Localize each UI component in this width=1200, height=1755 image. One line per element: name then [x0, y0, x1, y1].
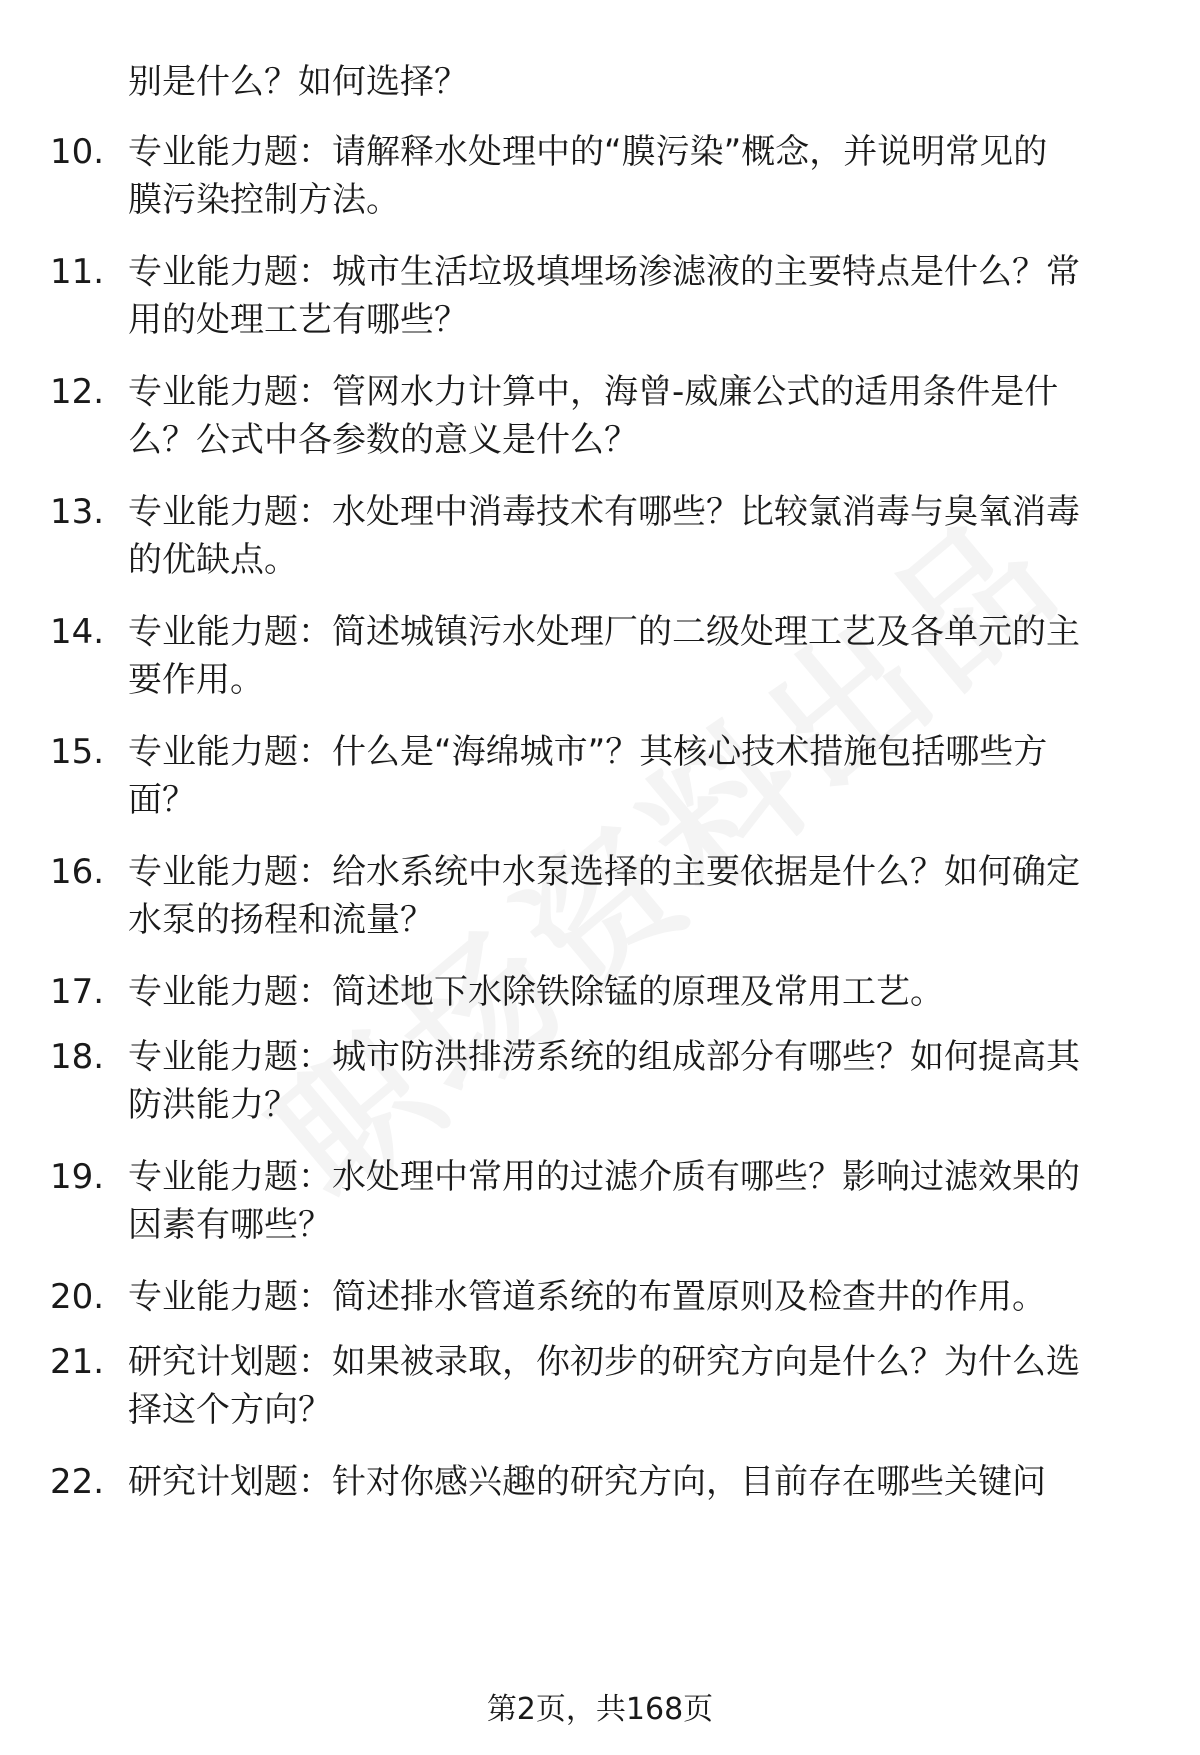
- question-number: 18.: [50, 1037, 105, 1077]
- question-line: 专业能力题：城市生活垃圾填埋场渗滤液的主要特点是什么？常: [128, 252, 1080, 292]
- question-line: 水泵的扬程和流量？: [128, 900, 434, 940]
- question-text: [128, 368, 1158, 464]
- question-text: [128, 608, 1158, 704]
- question-number: 22.: [50, 1462, 105, 1502]
- question-line: 膜污染控制方法。: [128, 180, 400, 220]
- question-line: 因素有哪些？: [128, 1205, 332, 1245]
- question-number: 20.: [50, 1277, 105, 1317]
- question-line: 研究计划题：如果被录取，你初步的研究方向是什么？为什么选: [128, 1342, 1080, 1382]
- question-line: 的优缺点。: [128, 540, 298, 580]
- question-text: [128, 488, 1158, 584]
- question-text: [128, 1153, 1158, 1249]
- question-number: 17.: [50, 972, 105, 1012]
- question-number: 10.: [50, 132, 105, 172]
- question-text: [128, 968, 1158, 1016]
- question-number: 16.: [50, 852, 105, 892]
- question-line: 么？公式中各参数的意义是什么？: [128, 420, 638, 460]
- question-text: [128, 128, 1158, 224]
- question-text: [128, 1273, 1158, 1321]
- question-line: 专业能力题：什么是“海绵城市”？其核心技术措施包括哪些方: [128, 732, 1048, 772]
- question-line: 专业能力题：简述排水管道系统的布置原则及检查井的作用。: [128, 1277, 1046, 1317]
- question-line: 防洪能力？: [128, 1085, 298, 1125]
- question-number: 13.: [50, 492, 105, 532]
- question-text: [128, 848, 1158, 944]
- question-line: 专业能力题：城市防洪排涝系统的组成部分有哪些？如何提高其: [128, 1037, 1080, 1077]
- question-line: 专业能力题：管网水力计算中，海曾-威廉公式的适用条件是什: [128, 372, 1059, 412]
- question-text: [128, 248, 1158, 344]
- question-line: 要作用。: [128, 660, 264, 700]
- continued-question-text: 别是什么？如何选择？: [128, 62, 468, 102]
- question-text: [128, 1458, 1158, 1506]
- question-number: 19.: [50, 1157, 105, 1197]
- question-line: 专业能力题：请解释水处理中的“膜污染”概念，并说明常见的: [128, 132, 1048, 172]
- question-line: 专业能力题：简述地下水除铁除锰的原理及常用工艺。: [128, 972, 944, 1012]
- question-number: 12.: [50, 372, 105, 412]
- question-line: 专业能力题：水处理中常用的过滤介质有哪些？影响过滤效果的: [128, 1157, 1080, 1197]
- question-line: 择这个方向？: [128, 1390, 332, 1430]
- question-text: [128, 1033, 1158, 1129]
- question-number: 15.: [50, 732, 105, 772]
- question-text: [128, 1338, 1158, 1434]
- question-number: 11.: [50, 252, 105, 292]
- question-line: 面？: [128, 780, 196, 820]
- question-line: 研究计划题：针对你感兴趣的研究方向，目前存在哪些关键问: [128, 1462, 1046, 1502]
- question-line: 专业能力题：水处理中消毒技术有哪些？比较氯消毒与臭氧消毒: [128, 492, 1080, 532]
- question-line: 专业能力题：给水系统中水泵选择的主要依据是什么？如何确定: [128, 852, 1080, 892]
- question-text: [128, 728, 1158, 824]
- question-number: 21.: [50, 1342, 105, 1382]
- page-footer: 第2页，共168页: [486, 1692, 714, 1727]
- question-number: 14.: [50, 612, 105, 652]
- question-line: 专业能力题：简述城镇污水处理厂的二级处理工艺及各单元的主: [128, 612, 1080, 652]
- question-line: 用的处理工艺有哪些？: [128, 300, 468, 340]
